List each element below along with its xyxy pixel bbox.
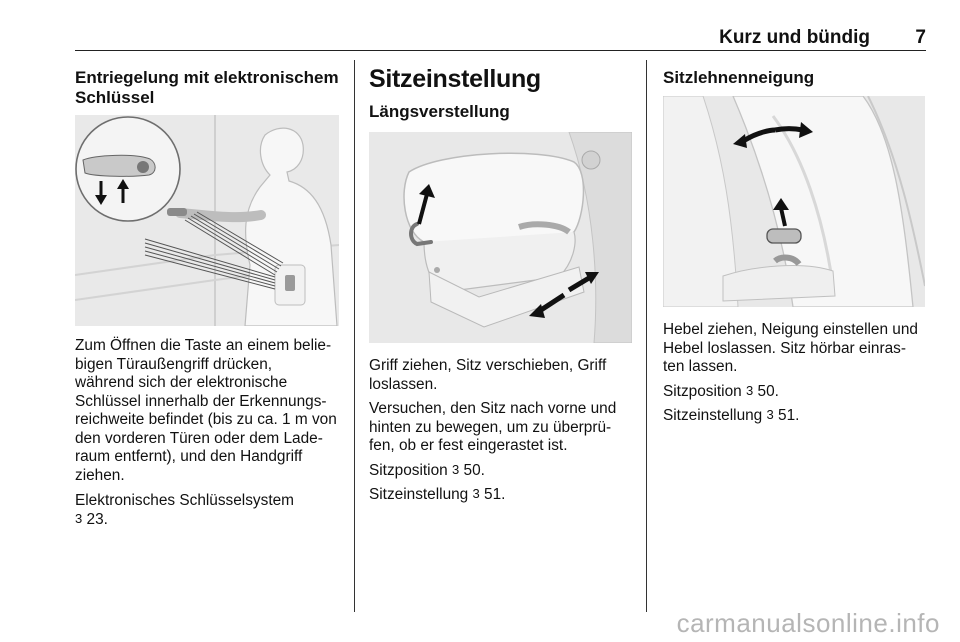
reference-label: Sitzposition <box>663 382 742 400</box>
section-heading-seat-adjustment: Sitzeinstellung <box>369 65 541 93</box>
page-reference-icon: 3 <box>472 486 480 501</box>
column-2-text <box>369 357 639 511</box>
section-heading-backrest: Sitzlehnenneigung <box>663 68 815 87</box>
text-line: fen, ob er fest eingerastet ist. <box>369 437 568 454</box>
subheading-longitudinal: Längsverstellung <box>369 102 510 121</box>
cross-reference-key-system[interactable] <box>75 492 345 529</box>
page-reference-icon: 3 <box>746 382 754 398</box>
text-line: Schlüssel innerhalb der Erkennungs- <box>75 392 327 410</box>
illustration-door-handle-key <box>75 115 339 326</box>
text-line: ziehen. <box>75 466 125 484</box>
text-line: während sich der elektronische <box>75 374 288 391</box>
cross-reference-seat-adjustment[interactable] <box>369 486 639 505</box>
running-header-title: Kurz und bündig <box>719 27 870 48</box>
reference-label: Elektronisches Schlüsselsystem <box>75 492 294 509</box>
text-line: Griff ziehen, Sitz verschieben, Griff <box>369 357 607 374</box>
reference-label: Sitzeinstellung <box>369 486 469 503</box>
illustration-backrest-recline <box>663 96 925 307</box>
seat-check-paragraph <box>369 400 639 456</box>
reference-page: 51. <box>484 486 506 503</box>
text-line: bigen Türaußengriff drücken, <box>75 355 273 373</box>
column-2 <box>369 64 639 122</box>
text-line: Hebel ziehen, Neigung einstellen und <box>663 321 918 338</box>
backrest-paragraph <box>663 321 938 377</box>
reference-page: 23. <box>86 510 108 528</box>
key-unlock-paragraph <box>75 337 345 485</box>
page-reference-icon: 3 <box>452 461 460 477</box>
text-line: raum entfernt), und den Handgriff <box>75 448 303 465</box>
text-line: den vorderen Türen oder dem Lade- <box>75 429 323 447</box>
illustration-seat-fore-aft <box>369 132 632 343</box>
column-1 <box>75 68 345 108</box>
column-1-text <box>75 337 345 535</box>
text-line: Zum Öffnen die Taste an einem belie- <box>75 337 332 354</box>
page-reference-icon: 3 <box>75 510 83 526</box>
text-line: ten lassen. <box>663 358 738 375</box>
cross-reference-seat-position[interactable] <box>369 462 639 481</box>
reference-label: Sitzposition <box>369 461 448 479</box>
column-3 <box>663 68 933 88</box>
header-rule <box>75 50 926 51</box>
seat-fore-aft-paragraph <box>369 357 639 394</box>
text-line: loslassen. <box>369 375 438 393</box>
text-line: reichweite befindet (bis zu ca. 1 m von <box>75 411 337 428</box>
text-line: Hebel loslassen. Sitz hörbar einras- <box>663 339 906 357</box>
reference-label: Sitzeinstellung <box>663 407 763 424</box>
cross-reference-seat-position[interactable] <box>663 383 938 402</box>
cross-reference-seat-adjustment[interactable] <box>663 407 938 426</box>
page-number: 7 <box>915 27 926 48</box>
reference-page: 50. <box>757 382 779 400</box>
watermark: carmanualsonline.info <box>676 608 940 638</box>
page-reference-icon: 3 <box>766 407 774 422</box>
column-divider-1 <box>354 60 355 612</box>
text-line: hinten zu bewegen, um zu überprü- <box>369 418 612 436</box>
column-divider-2 <box>646 60 647 612</box>
column-3-text <box>663 321 938 432</box>
text-line: Versuchen, den Sitz nach vorne und <box>369 400 617 417</box>
reference-page: 50. <box>463 461 485 479</box>
section-heading-key-unlock: Entriegelung mit elektronischem Schlüssel <box>75 68 339 107</box>
reference-page: 51. <box>778 407 800 424</box>
